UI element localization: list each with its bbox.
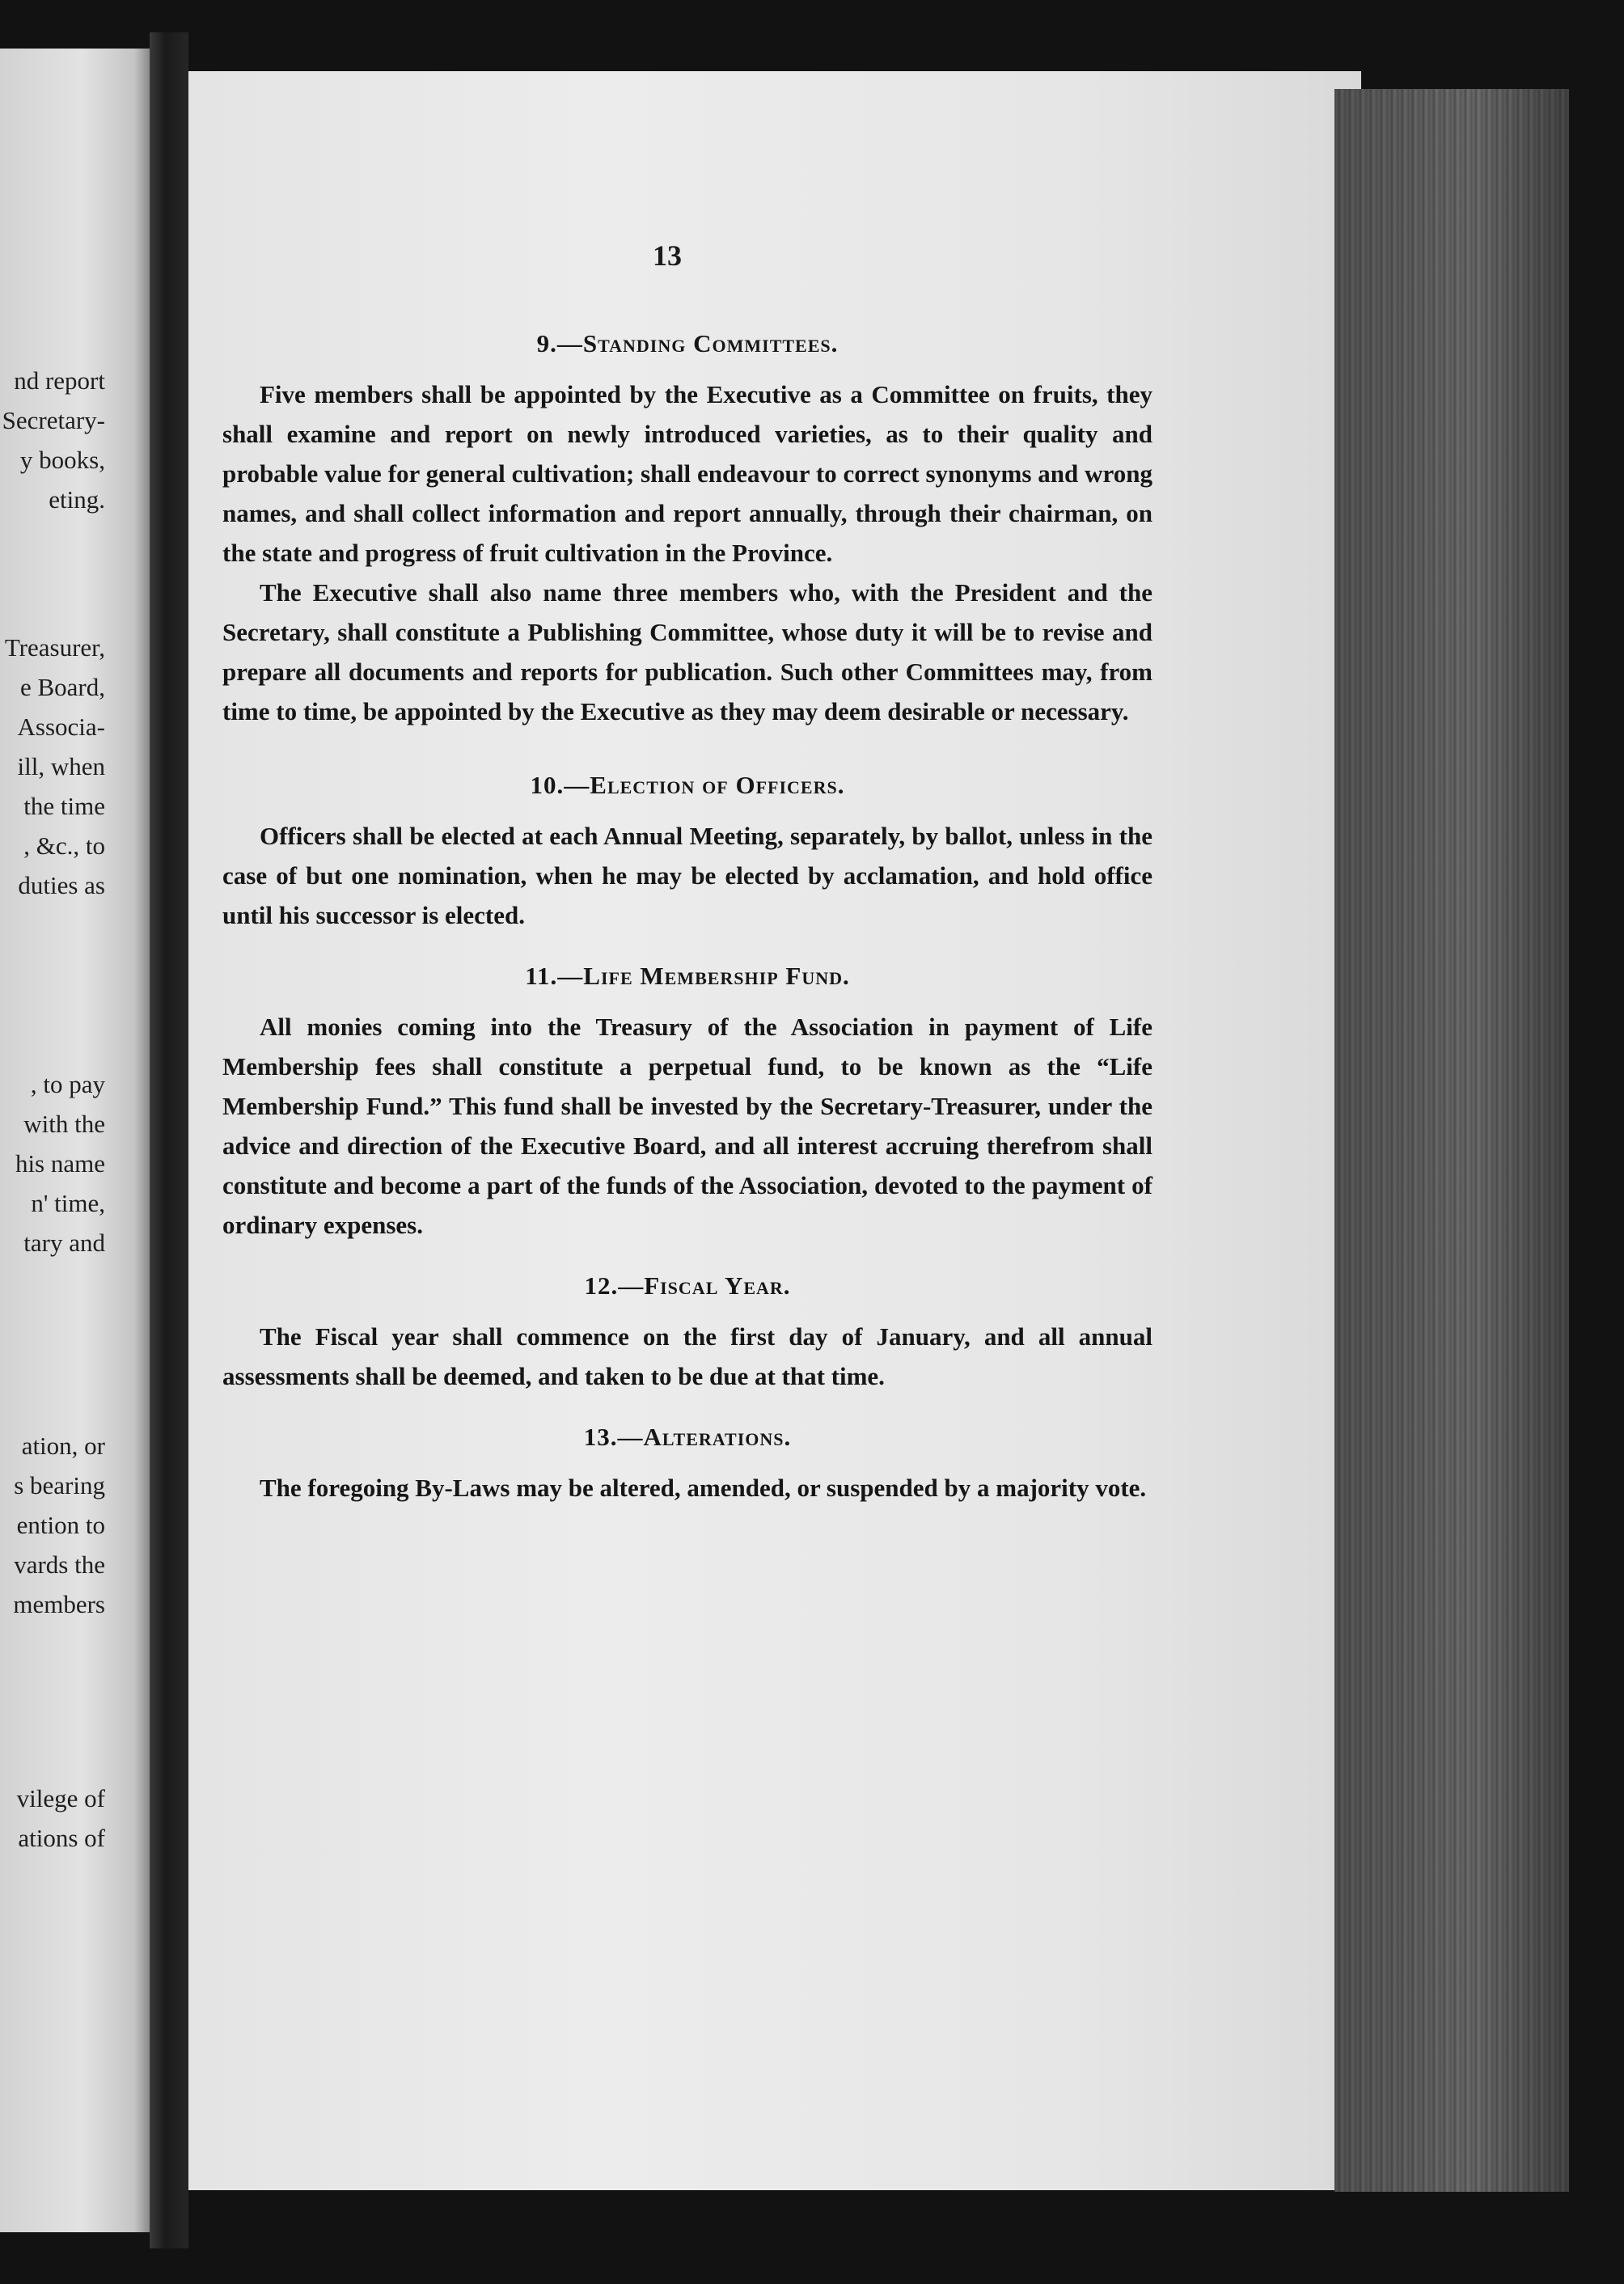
paragraph: Officers shall be elected at each Annual Meeting, separately, by ballot, unless in the case of but one nomination, when he may be elected by acclamation, and hold office until his successor is elected. [222,822,1152,929]
section-heading: 11.—Life Membership Fund. [525,962,850,990]
left-page-fragment: eting. [49,485,105,514]
section-life-membership-fund [222,956,1152,1245]
left-page-fragment: Treasurer, [4,633,105,662]
section-standing-committees [222,324,1152,731]
left-page-fragment: vards the [14,1550,105,1579]
left-page-fragment: ill, when [17,752,105,780]
section-heading: 13.—Alterations. [583,1423,792,1451]
left-page-fragment: ations of [18,1824,105,1852]
left-page-fragment: n' time, [31,1189,105,1217]
left-page-fragment: duties as [18,871,105,899]
section-heading: 9.—Standing Committees. [536,329,839,357]
section-heading: 12.—Fiscal Year. [584,1271,791,1300]
left-page-fragment: vilege of [16,1784,105,1812]
left-page-fragment: , &c., to [23,831,105,860]
page-content [222,235,1152,1508]
page-block-edge [1334,89,1569,2192]
left-page-fragment: Secretary- [2,406,105,434]
left-page-fragment: nd report [14,366,105,395]
left-page-fragment: with the [23,1110,105,1138]
left-page-fragment: Associa- [17,713,105,741]
book-gutter [150,32,188,2248]
left-page-fragment: s bearing [14,1471,105,1499]
section-fiscal-year [222,1266,1152,1396]
page-number: 13 [653,239,682,272]
section-alterations [222,1417,1152,1508]
section-heading: 10.—Election of Officers. [530,771,845,799]
paragraph: The Executive shall also name three members who, with the President and the Secretary, shall constitute a Publishing Committee, whose duty it will be to revise and prepare all documents and reports for publication. Such other Committees may, from time to time, be appointed by the Executive as they may deem desirable or necessary. [222,578,1152,725]
left-page-fragment: tary and [23,1229,105,1257]
left-page-fragment: ation, or [21,1432,105,1460]
left-page-fragment: members [13,1590,105,1618]
paragraph: The Fiscal year shall commence on the first day of January, and all annual assessments shall be deemed, and taken to be due at that time. [222,1322,1152,1390]
left-page-fragment: his name [15,1149,105,1178]
left-page-fragment: ention to [16,1511,105,1539]
section-election-of-officers [222,765,1152,935]
left-page-fragment: the time [23,792,105,820]
paragraph: All monies coming into the Treasury of the Association in payment of Life Membership fees shall constitute a perpetual fund, to be known as the “Life Membership Fund.” This fund shall be invested by the Secretary-Treasurer, under the advice and direction of the Executive Board, and all interest accruing therefrom shall constitute and become a part of the funds of the Association, devoted to the payment of ordinary expenses. [222,1013,1152,1239]
paragraph: The foregoing By-Laws may be altered, amended, or suspended by a majority vote. [260,1474,1147,1502]
left-page-fragment: y books, [19,446,105,474]
left-page [0,49,150,2232]
left-page-fragment: e Board, [19,673,105,701]
left-page-fragment: , to pay [30,1070,105,1098]
paragraph: Five members shall be appointed by the Executive as a Committee on fruits, they shall examine and report on newly introduced varieties, as to their quality and probable value for general cultivation; shall endeavour to correct synonyms and wrong names, and shall collect information and report annually, through their chairman, on the state and progress of fruit cultivation in the Province. [222,380,1152,567]
